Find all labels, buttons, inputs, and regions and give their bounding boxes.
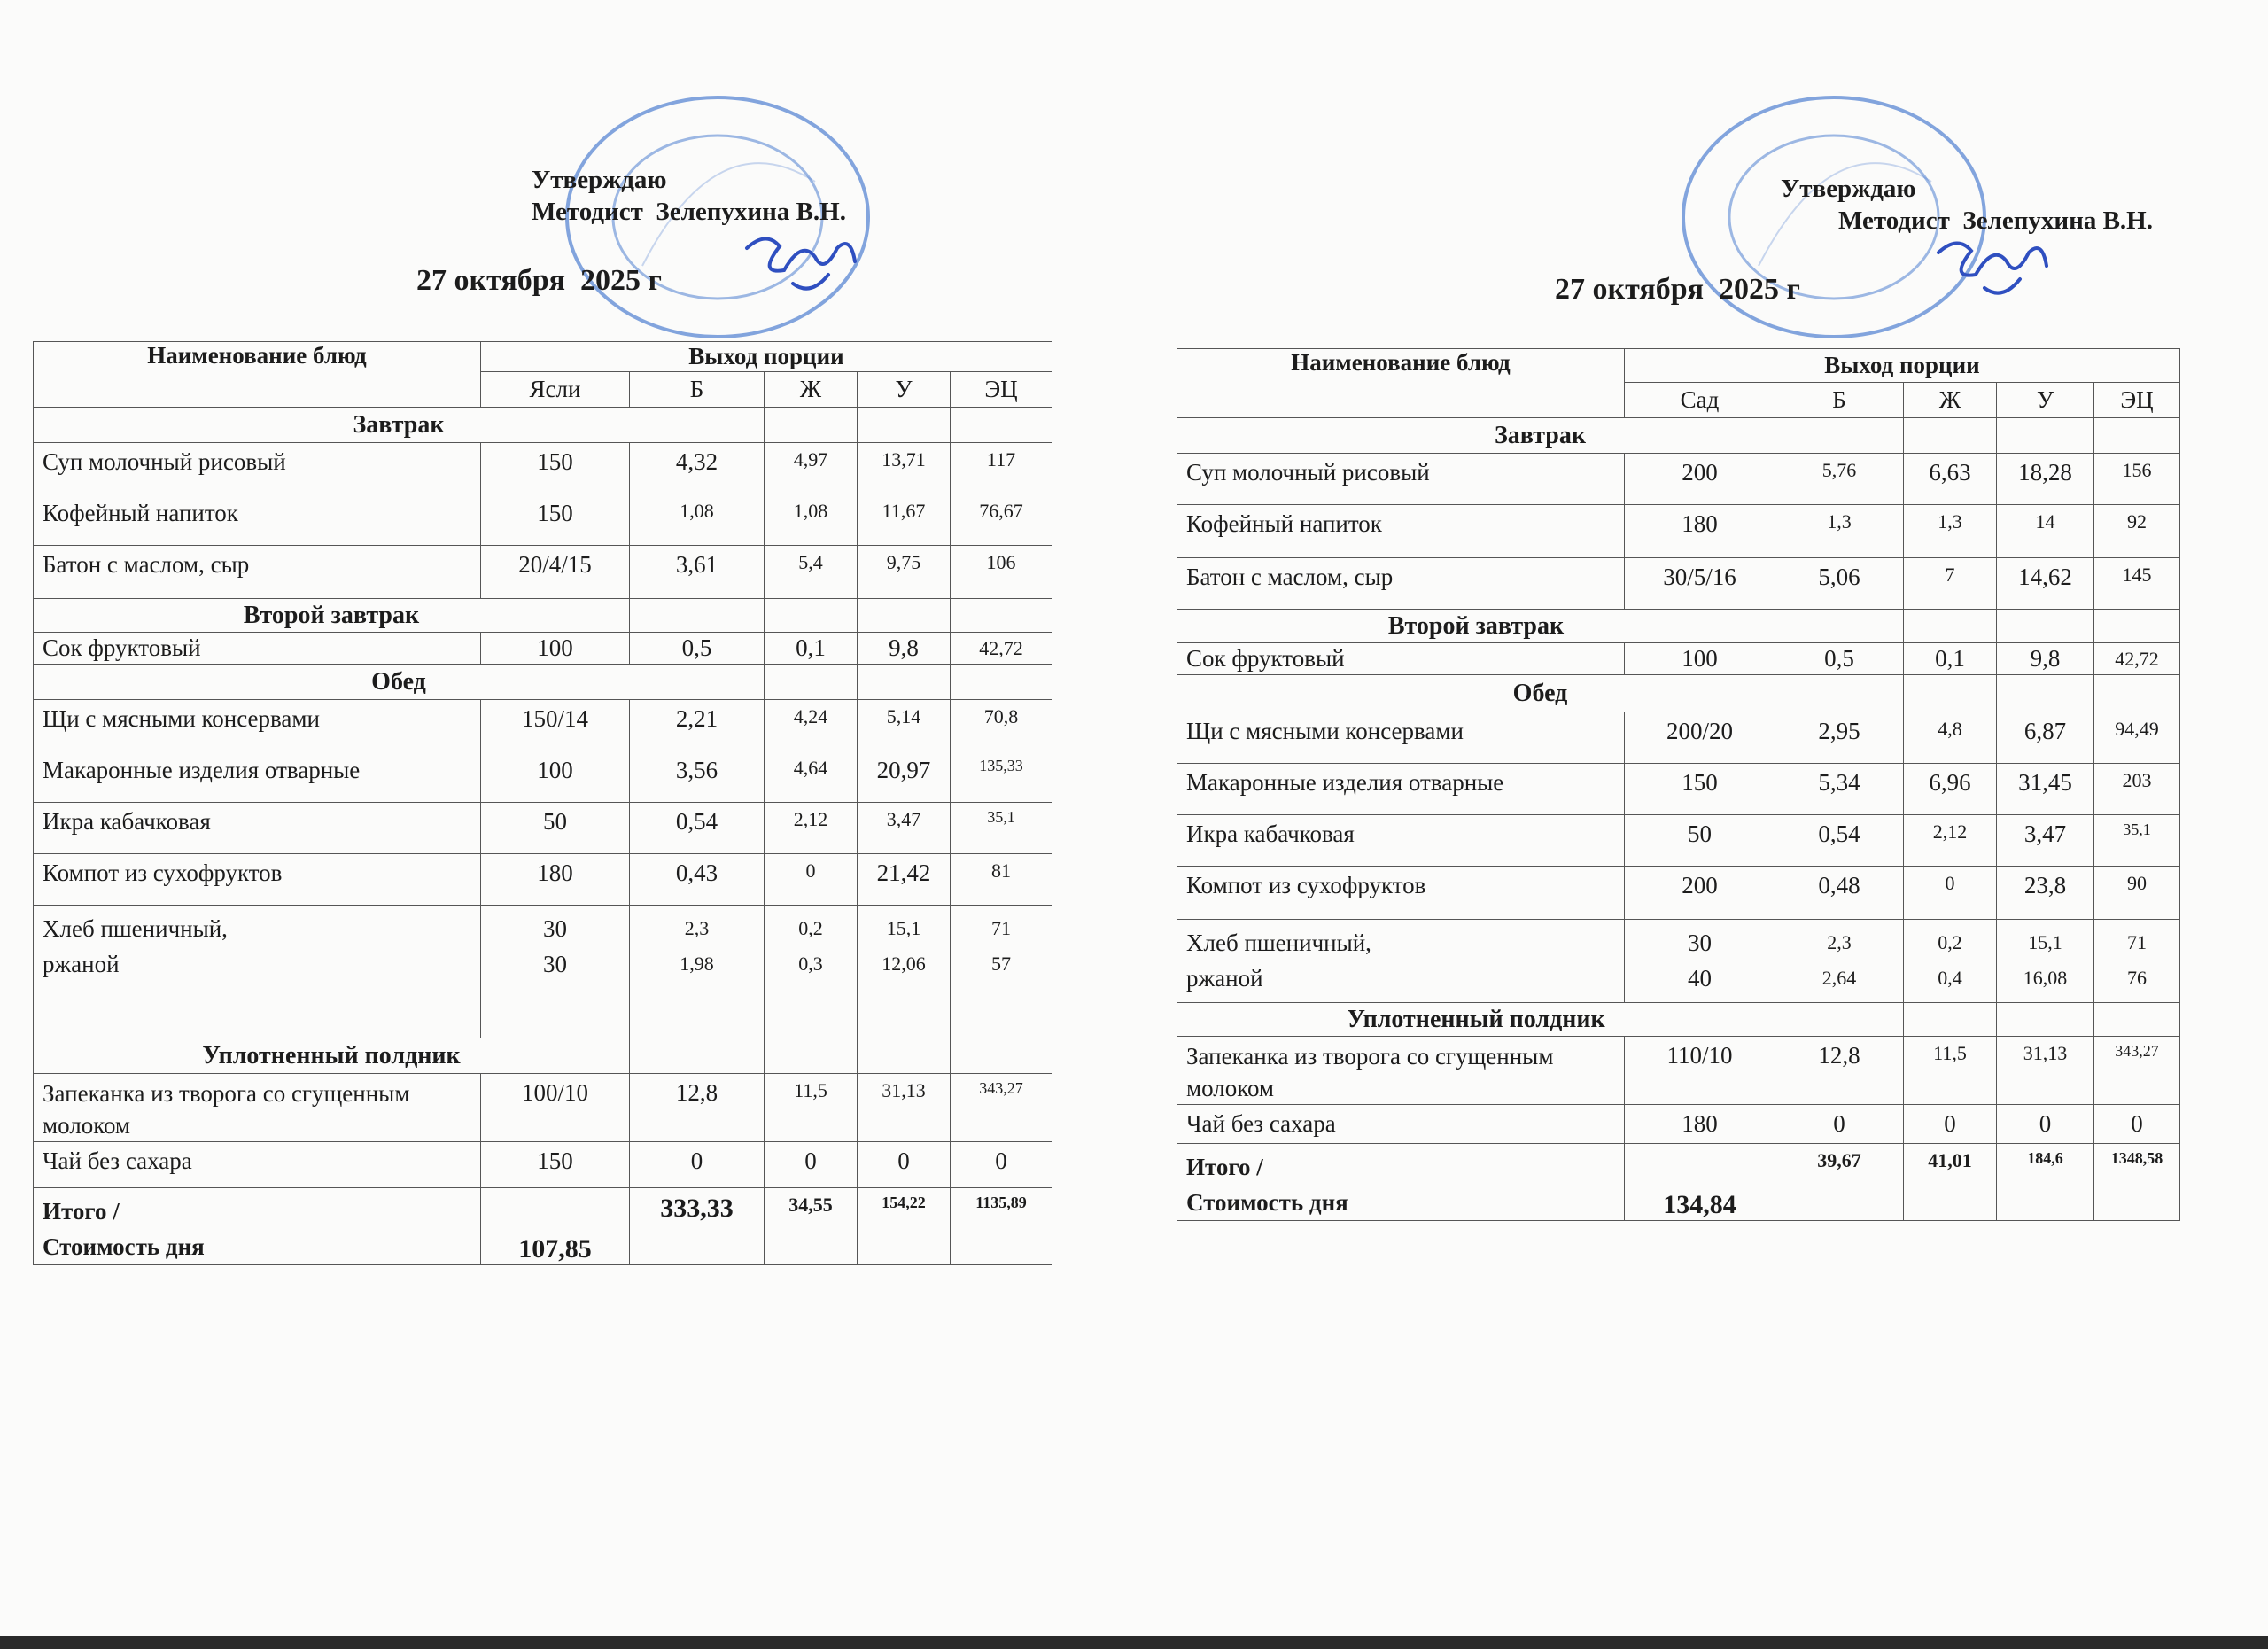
left-section-breakfast: Завтрак (34, 408, 765, 443)
left-approve-label: Утверждаю (532, 166, 667, 194)
left-output-header: Выход порции (481, 342, 1052, 372)
left-col-name-header: Наименование блюд (34, 342, 481, 408)
table-row: Хлеб пшеничный, ржаной 30 40 2,3 2,64 0,2 0,4 15,1 16,08 71 76 (1177, 920, 2180, 1003)
right-approve-label: Утверждаю (1781, 175, 1916, 203)
table-row: Икра кабачковая 50 0,54 2,12 3,47 35,1 (1177, 815, 2180, 867)
scanner-edge-bar (0, 1636, 2268, 1649)
right-col-carbs: У (1997, 383, 2094, 418)
right-approver-name: Методист Зелепухина В.Н. (1838, 206, 2153, 235)
table-row: Компот из сухофруктов 200 0,48 0 23,8 90 (1177, 867, 2180, 920)
table-row: Запеканка из творога со сгущенным молоком 100/10 12,8 11,5 31,13 343,27 (34, 1074, 1052, 1142)
table-row: Суп молочный рисовый 200 5,76 6,63 18,28 156 (1177, 454, 2180, 505)
right-date: 27 октября 2025 г (1555, 273, 1800, 306)
left-signature (740, 222, 864, 301)
left-approver-name: Методист Зелепухина В.Н. (532, 198, 846, 226)
table-row: Чай без сахара 180 0 0 0 0 (1177, 1105, 2180, 1144)
table-row: Икра кабачковая 50 0,54 2,12 3,47 35,1 (34, 803, 1052, 854)
table-row: Запеканка из творога со сгущенным молоком 110/10 12,8 11,5 31,13 343,27 (1177, 1037, 2180, 1105)
right-section-second-breakfast: Второй завтрак (1177, 610, 1775, 643)
right-col-group: Сад (1625, 383, 1775, 418)
left-col-energy: ЭЦ (951, 372, 1052, 408)
right-section-breakfast: Завтрак (1177, 418, 1904, 454)
right-col-energy: ЭЦ (2094, 383, 2180, 418)
left-section-second-breakfast: Второй завтрак (34, 599, 630, 633)
left-col-protein: Б (630, 372, 765, 408)
right-total-row: Итого / Стоимость дня 134,84 39,67 41,01 184,6 1348,58 (1177, 1144, 2180, 1221)
table-row: Макаронные изделия отварные 150 5,34 6,96 31,45 203 (1177, 764, 2180, 815)
table-row: Хлеб пшеничный, ржаной 30 30 2,3 1,98 0,2 0,3 15,1 12,06 71 57 (34, 906, 1052, 1038)
table-row: Кофейный напиток 180 1,3 1,3 14 92 (1177, 505, 2180, 558)
right-output-header: Выход порции (1625, 349, 2180, 383)
left-col-carbs: У (858, 372, 951, 408)
right-section-lunch: Обед (1177, 675, 1904, 712)
table-row: Сок фруктовый 100 0,5 0,1 9,8 42,72 (1177, 643, 2180, 675)
table-row: Чай без сахара 150 0 0 0 0 (34, 1142, 1052, 1188)
left-approval-block (532, 164, 846, 228)
right-menu-table (1177, 348, 2180, 1221)
right-col-fat: Ж (1904, 383, 1997, 418)
left-col-group: Ясли (481, 372, 630, 408)
right-day-cost: 134,84 (1625, 1144, 1775, 1221)
left-col-fat: Ж (765, 372, 858, 408)
table-row: Батон с маслом, сыр 20/4/15 3,61 5,4 9,75 106 (34, 546, 1052, 599)
table-row: Макаронные изделия отварные 100 3,56 4,64 20,97 135,33 (34, 751, 1052, 803)
right-col-name-header: Наименование блюд (1177, 349, 1625, 418)
left-total-row: Итого / Стоимость дня 107,85 333,33 34,55 154,22 1135,89 (34, 1188, 1052, 1265)
left-section-snack: Уплотненный полдник (34, 1038, 630, 1074)
right-col-protein: Б (1775, 383, 1904, 418)
table-row: Щи с мясными консервами 150/14 2,21 4,24 5,14 70,8 (34, 700, 1052, 751)
table-row: Суп молочный рисовый 150 4,32 4,97 13,71 117 (34, 443, 1052, 494)
table-row: Кофейный напиток 150 1,08 1,08 11,67 76,67 (34, 494, 1052, 546)
left-section-lunch: Обед (34, 665, 765, 700)
left-day-cost: 107,85 (481, 1188, 630, 1265)
table-row: Щи с мясными консервами 200/20 2,95 4,8 6,87 94,49 (1177, 712, 2180, 764)
left-date: 27 октября 2025 г (416, 264, 662, 297)
table-row: Сок фруктовый 100 0,5 0,1 9,8 42,72 (34, 633, 1052, 665)
left-menu-table (33, 341, 1052, 1265)
table-row: Батон с маслом, сыр 30/5/16 5,06 7 14,62 145 (1177, 558, 2180, 610)
right-signature (1931, 226, 2055, 306)
table-row: Компот из сухофруктов 180 0,43 0 21,42 81 (34, 854, 1052, 906)
right-section-snack: Уплотненный полдник (1177, 1003, 1775, 1037)
